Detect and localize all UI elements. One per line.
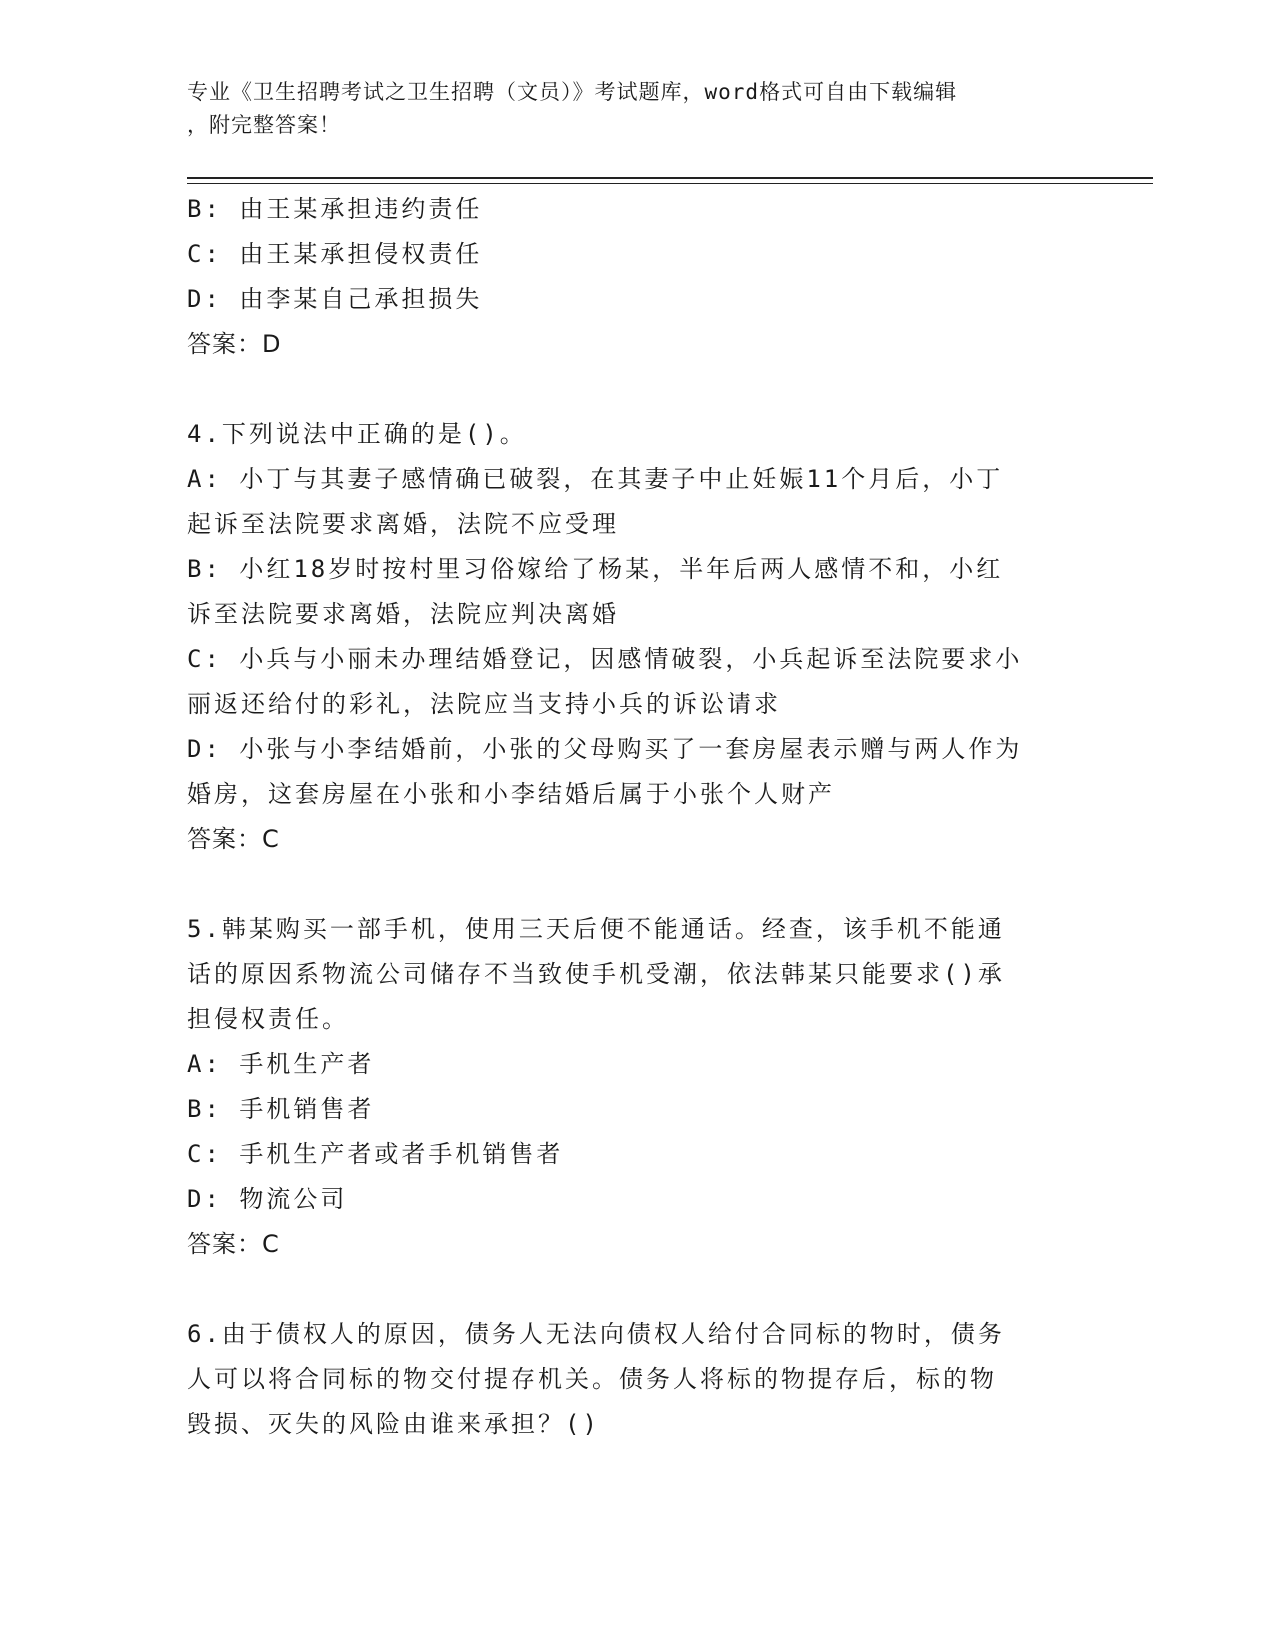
q6-question-line3: 毁损、灭失的风险由谁来承担？() <box>187 1410 600 1438</box>
q3-option-b: B: 由王某承担违约责任 <box>187 195 483 223</box>
spacer <box>187 367 1067 412</box>
q4-option-c-line1: C: 小兵与小丽未办理结婚登记，因感情破裂，小兵起诉至法院要求小 <box>187 645 1023 673</box>
q3-answer: 答案：D <box>187 330 282 358</box>
q5-question-line3: 担侵权责任。 <box>187 1005 349 1033</box>
q5-answer: 答案：C <box>187 1230 280 1258</box>
q3-option-c: C: 由王某承担侵权责任 <box>187 240 483 268</box>
header-divider-thin <box>187 183 1153 184</box>
q4-answer: 答案：C <box>187 825 280 853</box>
q4-option-a-line1: A: 小丁与其妻子感情确已破裂，在其妻子中止妊娠11个月后，小丁 <box>187 465 1004 493</box>
header-line-1: 专业《卫生招聘考试之卫生招聘（文员）》考试题库，word格式可自由下载编辑 <box>187 80 958 104</box>
document-header <box>187 76 1067 142</box>
q3-option-d: D: 由李某自己承担损失 <box>187 285 483 313</box>
q6-question-line1: 6.由于债权人的原因，债务人无法向债权人给付合同标的物时，债务 <box>187 1320 1005 1348</box>
q4-option-c-line2: 丽返还给付的彩礼，法院应当支持小兵的诉讼请求 <box>187 690 781 718</box>
q4-option-b-line1: B: 小红18岁时按村里习俗嫁给了杨某，半年后两人感情不和，小红 <box>187 555 1004 583</box>
header-divider-thick <box>187 177 1153 179</box>
q4-question: 4.下列说法中正确的是()。 <box>187 420 527 448</box>
spacer <box>187 862 1067 907</box>
spacer <box>187 1267 1067 1312</box>
q5-question-line1: 5.韩某购买一部手机，使用三天后便不能通话。经查，该手机不能通 <box>187 915 1005 943</box>
q4-option-b-line2: 诉至法院要求离婚，法院应判决离婚 <box>187 600 619 628</box>
q5-option-c: C: 手机生产者或者手机销售者 <box>187 1140 564 1168</box>
q4-option-d-line2: 婚房，这套房屋在小张和小李结婚后属于小张个人财产 <box>187 780 835 808</box>
question-content <box>187 187 1067 1447</box>
q5-option-b: B: 手机销售者 <box>187 1095 375 1123</box>
q5-question-line2: 话的原因系物流公司储存不当致使手机受潮，依法韩某只能要求()承 <box>187 960 1005 988</box>
q4-option-d-line1: D: 小张与小李结婚前，小张的父母购买了一套房屋表示赠与两人作为 <box>187 735 1023 763</box>
q5-option-d: D: 物流公司 <box>187 1185 348 1213</box>
q4-option-a-line2: 起诉至法院要求离婚，法院不应受理 <box>187 510 619 538</box>
q6-question-line2: 人可以将合同标的物交付提存机关。债务人将标的物提存后，标的物 <box>187 1365 997 1393</box>
header-line-2: ，附完整答案！ <box>187 113 341 137</box>
q5-option-a: A: 手机生产者 <box>187 1050 375 1078</box>
